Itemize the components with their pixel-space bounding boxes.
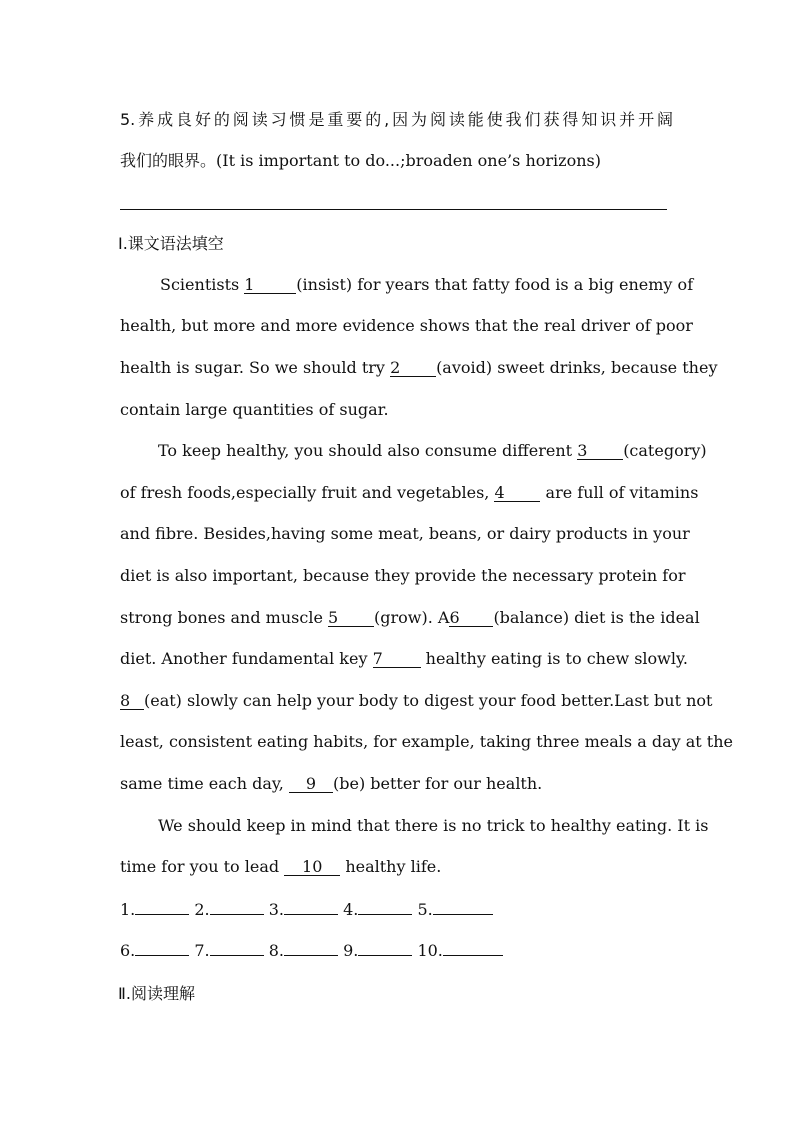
blank-8[interactable]: 8 [120,693,144,710]
p1-line-2: health, but more and more evidence shows that the real driver of poor [120,316,693,335]
question-5-line-2: 我们的眼界。(It is important to do...;broaden one’s horizons) [120,151,601,170]
answer-9[interactable]: 9. [343,941,412,961]
p1-line-1: Scientists 1 (insist) for years that fatty food is a big enemy of [160,275,694,294]
p2-line-6: diet. Another fundamental key 7 healthy eating is to chew slowly. [120,649,688,668]
answer-line [120,209,667,210]
p2-line-2: of fresh foods,especially fruit and vegetables, 4 are full of vitamins [120,483,699,502]
blank-10[interactable]: 10 [284,859,340,876]
p3-line-1: We should keep in mind that there is no trick to healthy eating. It is [158,816,709,835]
p1-line-3: health is sugar. So we should try 2 (avoid) sweet drinks, because they [120,358,718,377]
answer-row-2 [120,941,673,961]
blank-3[interactable]: 3 [577,443,623,460]
blank-9[interactable]: 9 [289,776,333,793]
blank-5[interactable]: 5 [328,610,374,627]
p2-line-4: diet is also important, because they provide the necessary protein for [120,566,686,585]
p2-line-9: same time each day, 9 (be) better for our health. [120,774,543,793]
answer-10[interactable]: 10. [417,941,502,961]
p3-line-2: time for you to lead 10 healthy life. [120,857,442,876]
question-5-line-1: 5.养成良好的阅读习惯是重要的,因为阅读能使我们获得知识并开阔 [120,110,673,129]
blank-2[interactable]: 2 [390,360,436,377]
answer-5[interactable]: 5. [417,900,492,920]
answer-4[interactable]: 4. [343,900,412,920]
p2-line-7: 8 (eat) slowly can help your body to digest your food better.Last but not [120,691,713,710]
answer-1[interactable]: 1. [120,900,189,920]
answer-8[interactable]: 8. [269,941,338,961]
p2-line-3: and fibre. Besides,having some meat, beans, or dairy products in your [120,524,690,543]
p1-line-4: contain large quantities of sugar. [120,400,389,419]
answer-row-1 [120,900,673,920]
answer-3[interactable]: 3. [269,900,338,920]
p2-line-5: strong bones and muscle 5 (grow). A6 (balance) diet is the ideal [120,608,700,627]
section-1-heading: Ⅰ.课文语法填空 [118,234,224,253]
p2-line-1: To keep healthy, you should also consume different 3 (category) [158,441,707,460]
blank-4[interactable]: 4 [494,485,540,502]
blank-7[interactable]: 7 [373,651,421,668]
section-2-heading: Ⅱ.阅读理解 [118,984,195,1003]
answer-6[interactable]: 6. [120,941,189,961]
p2-line-8: least, consistent eating habits, for example, taking three meals a day at the [120,732,733,751]
answer-7[interactable]: 7. [194,941,263,961]
answer-2[interactable]: 2. [194,900,263,920]
blank-6[interactable]: 6 [449,610,493,627]
blank-1[interactable]: 1 [244,277,296,294]
